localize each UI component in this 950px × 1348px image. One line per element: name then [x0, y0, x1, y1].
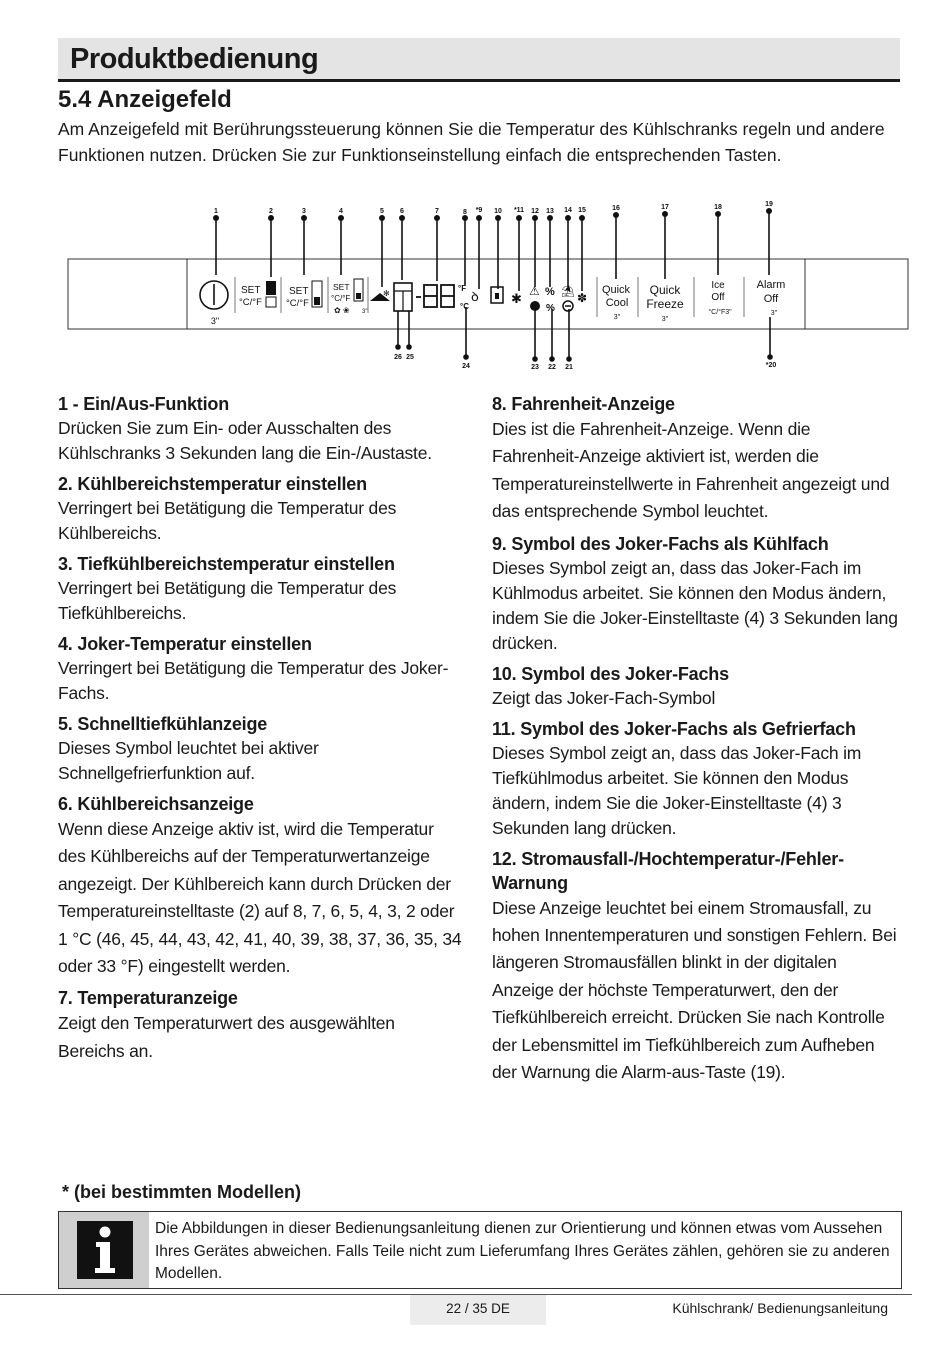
set-joker-button[interactable]: [331, 279, 367, 315]
svg-text:Ice: Ice: [711, 280, 725, 291]
bottom-callout-numbers: [394, 354, 776, 371]
item-9: [492, 532, 902, 656]
callout-18: 18: [714, 204, 722, 211]
eco-icon: %: [545, 286, 555, 298]
temperature-display: [416, 285, 454, 307]
section-heading: 5.4 Anzeigefeld: [58, 86, 232, 113]
item-5: [58, 712, 463, 786]
callout-17: 17: [661, 204, 669, 211]
callout-1: 1: [214, 208, 218, 215]
fridge-level-icon: [266, 281, 276, 295]
callout-22: 22: [548, 364, 556, 371]
item-3-title: 3. Tiefkühlbereichstemperatur einstellen: [58, 554, 395, 574]
callout-6: 6: [400, 208, 404, 215]
percent-icon: %: [546, 303, 555, 314]
item-8-title: 8. Fahrenheit-Anzeige: [492, 394, 675, 414]
item-7-text: Zeigt den Temperaturwert des ausgewählten Bereichs an.: [58, 1013, 395, 1061]
joker-cool-icon: ꝺ: [471, 289, 479, 304]
svg-text:Quick: Quick: [649, 283, 681, 297]
callout-7: 7: [435, 208, 439, 215]
callout-14: 14: [564, 207, 572, 214]
joker-freeze-icon: ✱: [511, 291, 522, 306]
control-panel-diagram: [0, 195, 950, 375]
warning-icon: ⚠: [529, 284, 540, 298]
info-box: [58, 1211, 902, 1289]
quick-freeze-indicator-icon: [370, 289, 390, 301]
svg-text:✻: ✻: [383, 289, 390, 298]
set-freezer-button[interactable]: [286, 281, 322, 309]
info-icon-wrap: [59, 1212, 149, 1288]
svg-text:3": 3": [362, 309, 368, 315]
fahrenheit-indicator: °F: [458, 284, 467, 293]
callout-2: 2: [269, 208, 273, 215]
set-fridge-button[interactable]: [239, 281, 276, 308]
power-hold-label: 3": [210, 316, 220, 326]
info-icon: [59, 1212, 149, 1288]
item-6: [58, 792, 463, 980]
item-8-text: Dies ist die Fahrenheit-Anzeige. Wenn die Fahrenheit-Anzeige aktiviert ist, werden die Temperatureinstellwerte in Fahrenheit angezeigt und das entsprechende Symbol leuchtet.: [492, 419, 890, 522]
quick-cool-button[interactable]: [602, 284, 631, 321]
model-footnote: * (bei bestimmten Modellen): [62, 1182, 302, 1202]
info-text: Die Abbildungen in dieser Bedienungsanleitung dienen zur Orientierung und können etwas vom Aussehen Ihres Gerätes abweichen. Falls Teile nicht zum Lieferumfang Ihres Gerätes zählen, gehören sie zu anderen Modellen.: [155, 1220, 890, 1282]
callout-4: 4: [339, 208, 343, 215]
panel-outline: [68, 259, 908, 329]
item-11: [492, 717, 902, 841]
callout-11: *11: [513, 207, 525, 214]
item-7: [58, 986, 463, 1065]
callout-3: 3: [302, 208, 306, 215]
item-10: [492, 662, 902, 711]
svg-text:°C/°F: °C/°F: [331, 294, 351, 303]
callout-8: 8: [463, 209, 467, 216]
item-11-title: 11. Symbol des Joker-Fachs als Gefrierfach: [492, 718, 856, 739]
callout-21: 21: [565, 364, 573, 371]
item-2-title: 2. Kühlbereichstemperatur einstellen: [58, 474, 367, 494]
left-column: [58, 392, 463, 1071]
fridge-compartment-icon: [394, 283, 412, 311]
svg-text:Alarm: Alarm: [756, 279, 786, 291]
item-3: [58, 552, 463, 626]
top-callout-numbers: [214, 201, 773, 216]
item-8: [492, 392, 902, 526]
item-9-title: 9. Symbol des Joker-Fachs als Kühlfach: [492, 533, 829, 554]
callout-13: 13: [546, 208, 554, 215]
item-7-title: 7. Temperaturanzeige: [58, 988, 238, 1009]
item-12: [492, 847, 902, 1087]
svg-text:3": 3": [661, 316, 669, 323]
svg-text:SET: SET: [289, 286, 309, 297]
item-4-text: Verringert bei Betätigung die Temperatur des Joker-Fachs.: [58, 658, 449, 703]
item-10-text: Zeigt das Joker-Fach-Symbol: [492, 687, 716, 708]
joker-mode-icons: ✿ ❀: [334, 306, 350, 315]
item-11-text: Dieses Symbol zeigt an, dass das Joker-Fach im Tiefkühlmodus arbeitet. Sie können den Modus ändern, indem Sie die Joker-Einstelltaste (4) 3 Sekunden lang drücken.: [492, 742, 862, 838]
joker-compartment-icon: [491, 287, 503, 303]
callout-26: 26: [394, 354, 402, 361]
item-3-text: Verringert bei Betätigung die Temperatur des Tiefkühlbereichs.: [58, 578, 397, 623]
callout-16: 16: [612, 205, 620, 212]
callout-15: 15: [578, 207, 586, 214]
item-1-text: Drücken Sie zum Ein- oder Ausschalten des Kühlschranks 3 Sekunden lang die Ein-/Austaste.: [58, 418, 432, 463]
callout-20: *20: [765, 362, 777, 369]
item-4-title: 4. Joker-Temperatur einstellen: [58, 634, 312, 654]
right-column: [492, 392, 902, 1092]
callout-19: 19: [765, 201, 773, 208]
top-callout-lines: [214, 209, 771, 291]
svg-text:Freeze: Freeze: [646, 297, 684, 311]
child-lock-icon: ✽: [577, 291, 588, 305]
item-2-text: Verringert bei Betätigung die Temperatur des Kühlbereichs.: [58, 498, 397, 543]
svg-text:SET: SET: [333, 282, 350, 292]
alarm-off-button[interactable]: [757, 279, 786, 317]
item-4: [58, 632, 463, 706]
item-2: [58, 472, 463, 546]
item-1-title: 1 - Ein/Aus-Funktion: [58, 394, 229, 414]
vacation-icon: ⛱: [561, 286, 575, 298]
item-12-title: 12. Stromausfall-/Hochtemperatur-/Fehler-Warnung: [492, 848, 844, 893]
svg-text:Off: Off: [763, 293, 779, 305]
callout-10: 10: [494, 208, 502, 215]
item-9-text: Dieses Symbol zeigt an, dass das Joker-Fach im Kühlmodus arbeitet. Sie können den Modus ändern, indem Sie die Joker-Einstelltaste (4) 3 Sekunden lang drücken.: [492, 557, 898, 653]
svg-text:°C/°F: °C/°F: [239, 297, 262, 308]
svg-text:3": 3": [770, 310, 778, 317]
page-title-bar: [58, 38, 900, 82]
quick-freeze-button[interactable]: [646, 283, 684, 323]
item-1: [58, 392, 463, 466]
callout-25: 25: [406, 354, 414, 361]
callout-5: 5: [380, 208, 384, 215]
alarm-off-indicator-icon: [530, 301, 540, 311]
page-title: Produktbedienung: [70, 43, 319, 75]
power-button[interactable]: [200, 281, 228, 326]
item-10-title: 10. Symbol des Joker-Fachs: [492, 663, 729, 684]
item-6-title: 6. Kühlbereichsanzeige: [58, 794, 254, 814]
svg-text:Off: Off: [711, 292, 725, 303]
item-12-text: Diese Anzeige leuchtet bei einem Stromausfall, zu hohen Innentemperaturen und sonstigen Fehlern. Bei längeren Stromausfällen blinkt in der digitalen Anzeige der höchste Temperaturwert, den der Tiefkühlbereich erreicht. Drücken Sie nach Kontrolle der Lebensmittel im Tiefkühlbereich zum Aufheben der Warnung die Alarm-aus-Taste (19).: [492, 897, 897, 1083]
svg-text:°C/°F: °C/°F: [286, 298, 309, 309]
svg-text:SET: SET: [241, 285, 261, 296]
callout-23: 23: [531, 364, 539, 371]
svg-text:Quick: Quick: [601, 284, 631, 296]
section-intro: Am Anzeigefeld mit Berührungssteuerung können Sie die Temperatur des Kühlschranks regeln und andere Funktionen nutzen. Drücken Sie zur Funktionseinstellung einfach die entsprechenden Tasten.: [58, 119, 885, 165]
callout-24: 24: [462, 363, 470, 370]
item-6-text: Wenn diese Anzeige aktiv ist, wird die Temperatur des Kühlbereichs auf der Temperaturwertanzeige angezeigt. Der Kühlbereich kann durch Drücken der Temperatureinstelltaste (2) auf 8, 7, 6, 5, 4, 3, 2 oder 1 °C (46, 45, 44, 43, 42, 41, 40, 39, 38, 37, 36, 35, 34 oder 33 °F) eingestellt werden.: [58, 819, 462, 977]
celsius-indicator: °C: [460, 302, 469, 311]
footer-doc-title: Kühlschrank/ Bedienungsanleitung: [672, 1300, 888, 1316]
item-5-text: Dieses Symbol leuchtet bei aktiver Schnellgefrierfunktion auf.: [58, 738, 319, 783]
item-5-title: 5. Schnelltiefkühlanzeige: [58, 714, 268, 734]
page-number: 22 / 35 DE: [410, 1295, 546, 1325]
svg-text:3": 3": [613, 314, 621, 321]
callout-9: *9: [475, 207, 483, 214]
callout-12: 12: [531, 208, 539, 215]
ice-off-button[interactable]: [708, 280, 732, 316]
svg-text:Cool: Cool: [605, 297, 629, 309]
svg-text:°C/°F3": °C/°F3": [708, 309, 732, 316]
